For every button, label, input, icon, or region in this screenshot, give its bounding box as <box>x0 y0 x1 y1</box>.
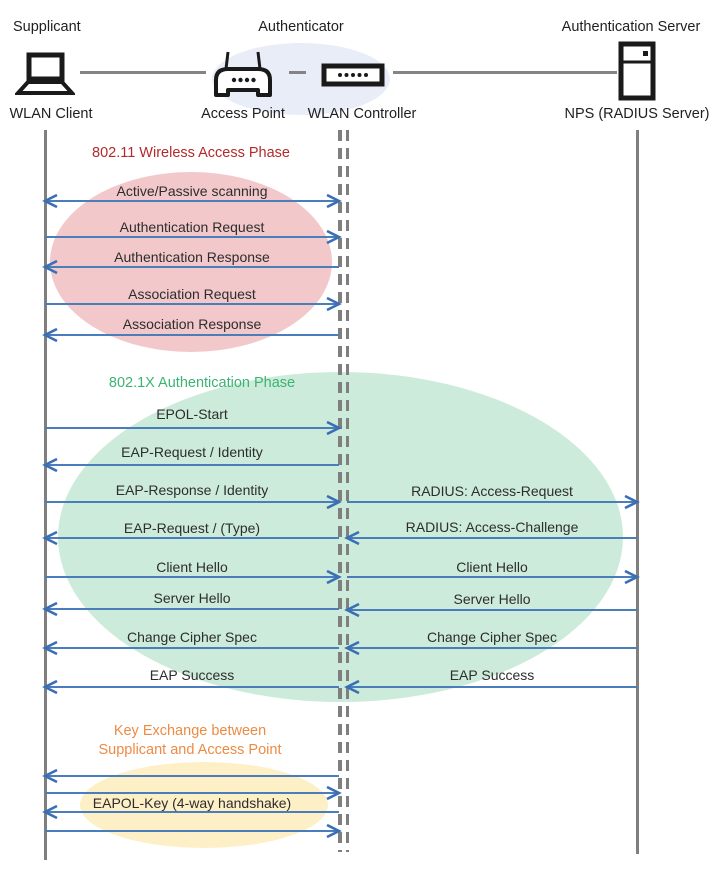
message-label: RADIUS: Access-Request <box>411 483 573 499</box>
message-label: Client Hello <box>156 559 228 575</box>
message-label: EAP-Response / Identity <box>115 482 269 498</box>
phase3-title-line1: Key Exchange between <box>113 723 267 739</box>
link-client-ap <box>80 71 206 74</box>
message-label: EAP-Request / (Type) <box>123 520 261 536</box>
link-controller-server <box>393 71 617 74</box>
message-label: Association Request <box>128 286 256 302</box>
phase1-title: 802.11 Wireless Access Phase <box>92 145 290 161</box>
server-lifeline <box>636 130 639 854</box>
authentication-server-role-label: Authentication Server <box>561 19 701 35</box>
message-label: EAP-Request / Identity <box>121 444 263 460</box>
authenticator-lifeline-right <box>346 130 350 852</box>
message-label: EPOL-Start <box>156 406 228 422</box>
phase3-ellipse <box>80 762 328 848</box>
message-label: RADIUS: Access-Challenge <box>405 519 579 535</box>
message-label: Server Hello <box>153 590 231 606</box>
phase2-title: 802.1X Authentication Phase <box>108 375 296 391</box>
access-point-label: Access Point <box>201 106 285 122</box>
access-point-icon <box>211 49 275 99</box>
message-label: Change Cipher Spec <box>427 629 557 645</box>
message-label: Change Cipher Spec <box>127 629 257 645</box>
phase3-title <box>40 722 340 760</box>
message-label: Active/Passive scanning <box>116 183 268 199</box>
message-label: Authentication Response <box>114 249 270 265</box>
wlan-client-label: WLAN Client <box>9 106 93 122</box>
supplicant-role-label: Supplicant <box>13 19 81 35</box>
message-label: EAP Success <box>449 667 535 683</box>
wlan-controller-label: WLAN Controller <box>307 106 417 122</box>
laptop-icon <box>15 52 75 96</box>
phase1-ellipse <box>50 172 332 352</box>
message-label: EAP Success <box>149 667 235 683</box>
phase3-title-line2: Supplicant and Access Point <box>98 742 282 758</box>
message-label: EAPOL-Key (4-way handshake) <box>92 795 292 811</box>
message-label: Authentication Request <box>119 219 265 235</box>
authenticator-role-label: Authenticator <box>258 19 344 35</box>
message-label: Association Response <box>122 316 262 332</box>
message-label: Client Hello <box>456 559 528 575</box>
message-label: Server Hello <box>453 591 531 607</box>
wlan-controller-icon <box>321 63 385 87</box>
radius-server-icon <box>618 41 656 101</box>
nps-server-label: NPS (RADIUS Server) <box>564 106 710 122</box>
link-ap-controller <box>289 71 306 74</box>
